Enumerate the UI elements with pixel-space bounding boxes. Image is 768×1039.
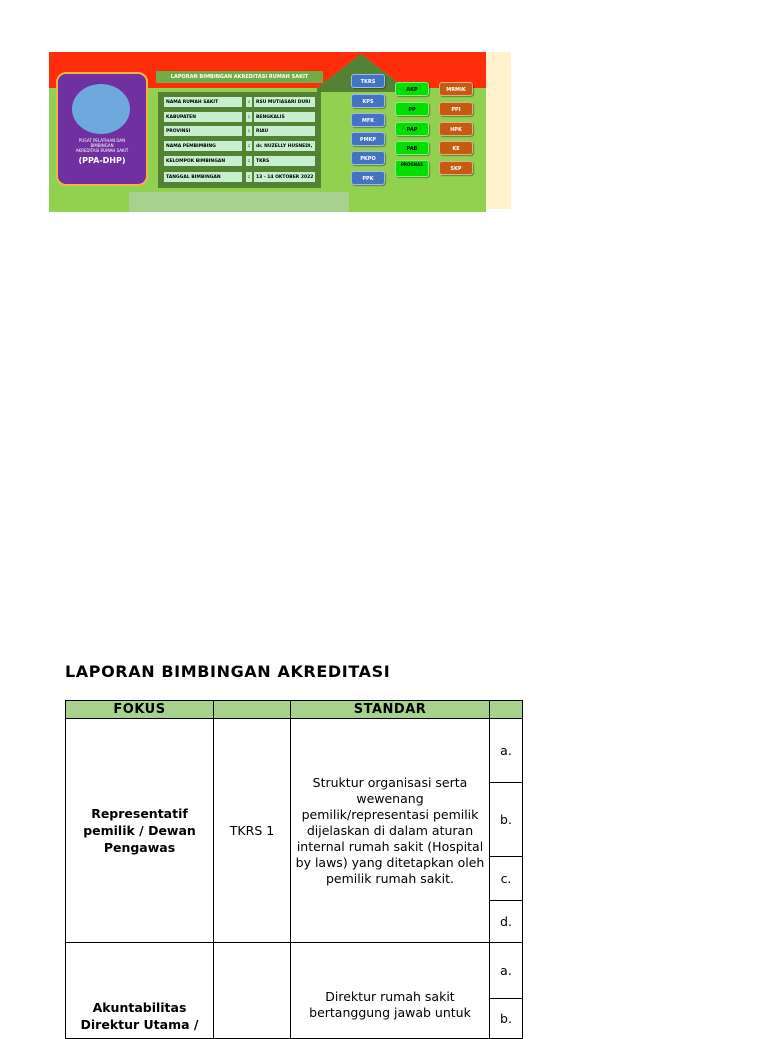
ke-button[interactable]: KE (439, 141, 473, 155)
accreditation-table (65, 700, 523, 1039)
fokus-cell: Akuntabilitas Direktur Utama / (66, 943, 214, 1039)
standard-code-cell (214, 943, 291, 1039)
option-cell: b. (490, 999, 523, 1039)
pkpo-button[interactable]: PKPO (351, 151, 385, 165)
ppk-button[interactable]: PPK (351, 171, 385, 185)
mfk-button[interactable]: MFK (351, 113, 385, 127)
skp-button[interactable]: SKP (439, 161, 473, 175)
akp-button[interactable]: AKP (395, 82, 429, 96)
table-row (66, 719, 523, 783)
info-row-hospital: NAMA RUMAH SAKIT : RSU MUTIASARI DURI (163, 96, 316, 109)
pab-button[interactable]: PAB (395, 141, 429, 155)
prognas-button[interactable]: PROGNAS (395, 160, 429, 177)
ppi-button[interactable]: PPI (439, 102, 473, 116)
table-header-row (66, 701, 523, 719)
hospital-info-table (158, 92, 321, 188)
info-row-province: PROVINSI : RIAU (163, 125, 316, 138)
option-cell: a. (490, 719, 523, 783)
info-row-date: TANGGAL BIMBINGAN : 13 - 14 OKTOBER 2022 (163, 171, 316, 184)
pmkp-button[interactable]: PMKP (351, 132, 385, 146)
option-cell: a. (490, 943, 523, 999)
banner-side-strip (486, 52, 511, 209)
pp-button[interactable]: PP (395, 102, 429, 116)
option-cell: c. (490, 857, 523, 901)
ppa-dhp-logo (56, 72, 148, 186)
standard-text-cell: Direktur rumah sakit bertanggung jawab untuk (291, 943, 490, 1039)
header-standar: STANDAR (291, 701, 490, 719)
kps-button[interactable]: KPS (351, 94, 385, 108)
pap-button[interactable]: PAP (395, 122, 429, 136)
table-row (66, 943, 523, 999)
logo-org-name: PUSAT PELATIHAN DAN BIMBINGAN AKREDITASI RUMAH SAKIT (75, 138, 129, 153)
fokus-cell: Representatif pemilik / Dewan Pengawas (66, 719, 214, 943)
hpk-button[interactable]: HPK (439, 122, 473, 136)
report-banner (49, 52, 511, 212)
mrmik-button[interactable]: MRMIK (439, 82, 473, 96)
tkrs-button[interactable]: TKRS (351, 74, 385, 88)
info-row-regency: KABUPATEN : BENGKALIS (163, 111, 316, 124)
header-kode (214, 701, 291, 719)
logo-abbreviation: (PPA-DHP) (78, 156, 126, 165)
option-cell: b. (490, 783, 523, 857)
logo-emblem (72, 84, 130, 134)
option-cell: d. (490, 901, 523, 943)
standard-text-cell: Struktur organisasi serta wewenang pemilik/representasi pemilik dijelaskan di dalam aturan internal rumah sakit (Hospital by laws) yang ditetapkan oleh pemilik rumah sakit. (291, 719, 490, 943)
header-opt (490, 701, 523, 719)
document-title: LAPORAN BIMBINGAN AKREDITASI (65, 662, 391, 681)
info-row-group: KELOMPOK BIMBINGAN : TKRS (163, 155, 316, 168)
banner-report-title: LAPORAN BIMBINGAN AKREDITASI RUMAH SAKIT (156, 71, 323, 83)
info-row-mentor: NAMA PEMBIMBING : dr. NUZELLY HUSNEDI, (163, 140, 316, 153)
header-fokus: FOKUS (66, 701, 214, 719)
standard-code-cell: TKRS 1 (214, 719, 291, 943)
